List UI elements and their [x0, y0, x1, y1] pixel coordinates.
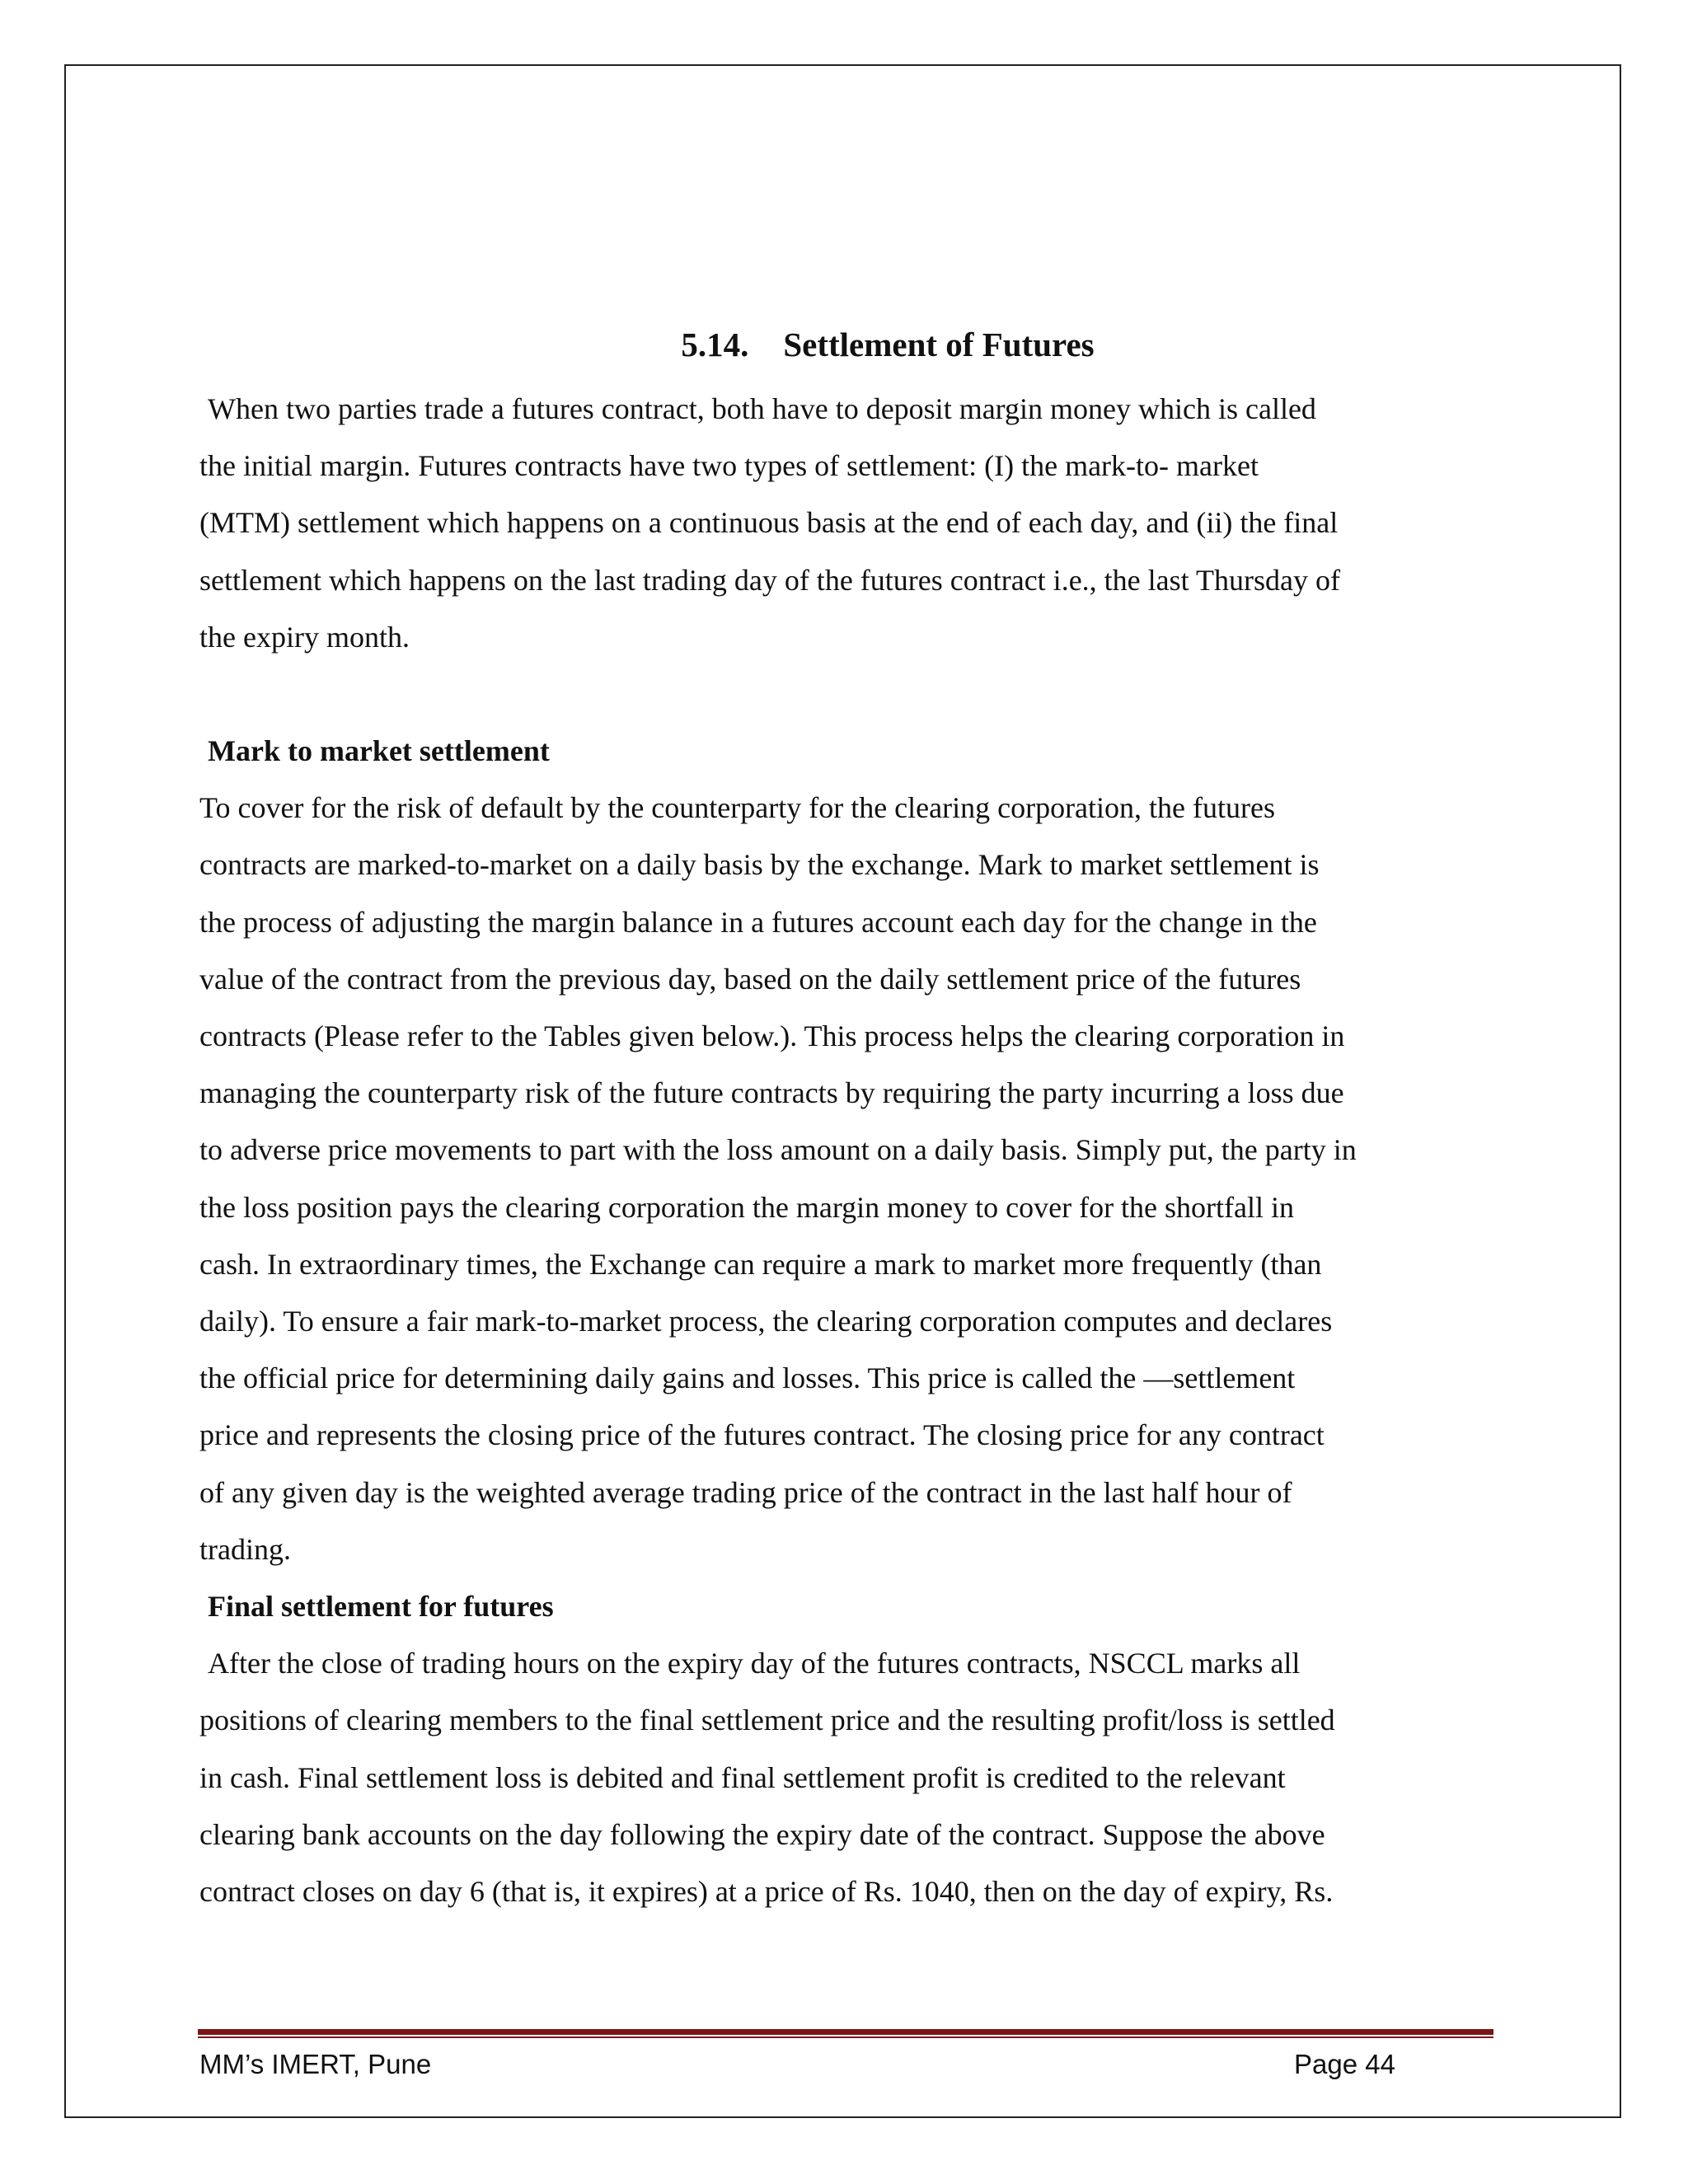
- final-heading: Final settlement for futures: [208, 1590, 554, 1624]
- paragraph-line: the loss position pays the clearing corporation the margin money to cover for the shortfall in: [199, 1190, 1295, 1224]
- paragraph-line: contracts are marked-to-market on a daily basis by the exchange. Mark to market settlement is: [199, 848, 1320, 882]
- paragraph-line: daily). To ensure a fair mark-to-market process, the clearing corporation computes and declares: [199, 1305, 1333, 1338]
- intro-paragraph: [199, 381, 1493, 666]
- paragraph-line: clearing bank accounts on the day following the expiry date of the contract. Suppose the above: [199, 1817, 1325, 1851]
- paragraph-line: trading.: [199, 1532, 291, 1566]
- paragraph-line: the official price for determining daily gains and losses. This price is called the ―settlement: [199, 1361, 1296, 1395]
- paragraph-line: to adverse price movements to part with the loss amount on a daily basis. Simply put, the party in: [199, 1133, 1357, 1167]
- paragraph-line: contract closes on day 6 (that is, it expires) at a price of Rs. 1040, then on the day of expiry, Rs.: [199, 1875, 1334, 1909]
- footer-institution: MM’s IMERT, Pune: [199, 2049, 432, 2079]
- page-content: [199, 323, 1493, 1920]
- paragraph-line: managing the counterparty risk of the future contracts by requiring the party incurring a loss due: [199, 1076, 1344, 1110]
- paragraph-line: the initial margin. Futures contracts have two types of settlement: (I) the mark-to- market: [199, 449, 1259, 483]
- footer-rule-thick: [198, 2029, 1493, 2035]
- mtm-heading: Mark to market settlement: [208, 734, 550, 768]
- page-number: Page 44: [1294, 2049, 1395, 2079]
- footer-rule: [198, 2029, 1493, 2039]
- paragraph-line: When two parties trade a futures contract, both have to deposit margin money which is called: [208, 392, 1316, 425]
- section-title: Settlement of Futures: [783, 326, 1095, 363]
- paragraph-line: contracts (Please refer to the Tables given below.). This process helps the clearing corporation in: [199, 1019, 1345, 1053]
- mtm-paragraph: [199, 780, 1493, 1578]
- paragraph-line: After the close of trading hours on the expiry day of the futures contracts, NSCCL marks all: [208, 1647, 1301, 1680]
- paragraph-line: positions of clearing members to the final settlement price and the resulting profit/loss is settled: [199, 1704, 1335, 1737]
- paragraph-line: the process of adjusting the margin balance in a futures account each day for the change in the: [199, 905, 1317, 939]
- footer-rule-thin: [198, 2036, 1493, 2038]
- section-number: 5.14.: [681, 326, 749, 363]
- paragraph-line: (MTM) settlement which happens on a continuous basis at the end of each day, and (ii) the final: [199, 506, 1339, 540]
- paragraph-line: cash. In extraordinary times, the Exchange can require a mark to market more frequently (than: [199, 1247, 1322, 1281]
- paragraph-line: price and represents the closing price of the futures contract. The closing price for any contract: [199, 1418, 1325, 1452]
- section-heading: [199, 323, 1493, 366]
- final-paragraph: [199, 1635, 1493, 1920]
- paragraph-line: To cover for the risk of default by the counterparty for the clearing corporation, the futures: [199, 791, 1275, 825]
- paragraph-line: value of the contract from the previous day, based on the daily settlement price of the futures: [199, 962, 1301, 996]
- paragraph-line: in cash. Final settlement loss is debited and final settlement profit is credited to the relevant: [199, 1760, 1286, 1794]
- paragraph-line: of any given day is the weighted average trading price of the contract in the last half hour of: [199, 1475, 1292, 1509]
- spacer: [199, 666, 1493, 723]
- paragraph-line: the expiry month.: [199, 620, 410, 654]
- paragraph-line: settlement which happens on the last trading day of the futures contract i.e., the last Thursday of: [199, 563, 1340, 597]
